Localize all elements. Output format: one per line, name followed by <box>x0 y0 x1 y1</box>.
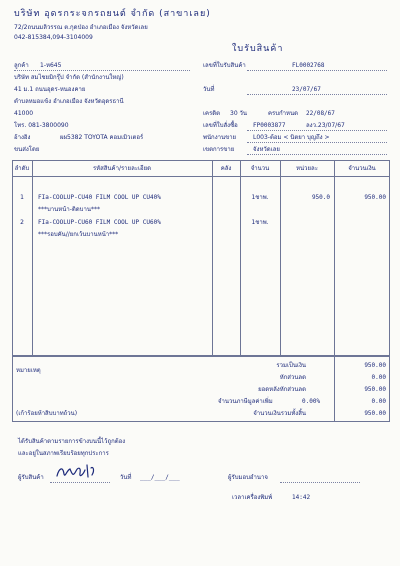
subtotal-value: 950.00 <box>364 362 386 369</box>
item-unit-price: 950.0 <box>311 194 330 201</box>
column-divider <box>240 160 241 356</box>
remark-label: หมายเหตุ <box>16 367 41 374</box>
doc-date-label: วันที่ <box>203 86 215 93</box>
credit-days: 30 วัน <box>230 110 248 117</box>
customer-name: บริษัท สมไชยมิกรุ๊ป จำกัด (สำนักงานใหญ่) <box>14 74 124 81</box>
item-note: ***รอบคัน//ยกเว้นบานหน้า*** <box>38 231 119 238</box>
separator <box>247 130 387 131</box>
discount-value: 0.00 <box>371 374 386 381</box>
company-name: บริษัท อุดรกระจกรถยนต์ จำกัด (สาขาเลย) <box>14 9 211 19</box>
column-divider <box>334 160 335 356</box>
customer-code-label: ลูกค้า <box>14 62 29 69</box>
column-header-quantity: จำนวน <box>250 165 270 172</box>
row-number: 2 <box>20 219 24 226</box>
signature-line <box>50 482 110 483</box>
customer-address-line1: 41 ม.1 ถนนอุดร-หนองคาย <box>14 86 86 93</box>
column-divider <box>280 160 281 356</box>
vat-rate: 0.00% <box>302 398 321 405</box>
column-divider <box>212 160 213 356</box>
print-time-label: เวลาเครื่องพิมพ์ <box>232 494 273 501</box>
credit-label: เครดิต <box>203 110 221 117</box>
column-header-unit-price: หน่วยละ <box>296 165 318 172</box>
doc-number-label: เลขที่ใบรับสินค้า <box>203 62 246 69</box>
invoice-date: ลงว.23/07/67 <box>306 122 345 129</box>
item-quantity: 1ชาพ. <box>251 194 269 201</box>
row-number: 1 <box>20 194 24 201</box>
after-discount-label: ยอดหลังหักส่วนลด <box>258 386 306 393</box>
discount-label: หักส่วนลด <box>279 374 306 381</box>
reference-label: อ้างอิง <box>14 134 31 141</box>
receive-date-blank: ___/___/___ <box>140 474 180 481</box>
invoice-label: เลขที่ใบสั่งซื้อ <box>203 122 238 129</box>
sales-label: พนักงานขาย <box>203 134 237 141</box>
doc-date: 23/07/67 <box>292 86 321 93</box>
item-quantity: 1ชาพ. <box>251 219 269 226</box>
item-description: FIa-COOLUP-CU40 FILM COOL UP CU40% <box>38 194 161 201</box>
customer-address-line2: ตำบลหมอแข้ง อำเภอเมือง จังหวัดอุดรธานี <box>14 98 124 105</box>
vat-label: จำนวนภาษีมูลค่าเพิ่ม <box>218 398 273 405</box>
sales-person: L003-ต้อม < นิตยา บุญถึง > <box>253 134 330 141</box>
receipt-note-line2: และอยู่ในสภาพเรียบร้อยทุกประการ <box>18 450 109 457</box>
item-note: ***บานหน้า-ติดบาน*** <box>38 206 100 213</box>
amount-in-words: (เก้าร้อยห้าสิบบาทถ้วน) <box>16 410 78 417</box>
company-address: 72/2ถนนมลิวรรณ ต.กุดป่อง อำเภอเมือง จังหวัดเลย <box>14 24 148 31</box>
item-description: FIa-COOLUP-CU60 FILM COOL UP CU60% <box>38 219 161 226</box>
column-header-no: ลำดับ <box>14 165 30 172</box>
grand-total-label: จำนวนเงินรวมทั้งสิ้น <box>253 410 306 417</box>
customer-code: 1-ห645 <box>40 62 62 69</box>
due-label: ครบกำหนด <box>268 110 298 117</box>
due-date: 22/08/67 <box>306 110 335 117</box>
vat-value: 0.00 <box>371 398 386 405</box>
separator <box>247 154 387 155</box>
receive-date-label: วันที่ <box>120 474 132 481</box>
column-divider <box>32 160 33 356</box>
shipping-label: ขนส่งโดย <box>14 146 40 153</box>
customer-zip: 41000 <box>14 110 34 117</box>
after-discount-value: 950.00 <box>364 386 386 393</box>
receiver-signature <box>54 462 98 482</box>
print-time: 14:42 <box>292 494 311 501</box>
column-header-warehouse: คลัง <box>220 165 232 172</box>
subtotal-label: รวมเป็นเงิน <box>276 362 306 369</box>
company-phone: 042-815384,094-3104009 <box>14 34 93 41</box>
doc-number: FL0002768 <box>292 62 325 69</box>
receipt-note-line1: ได้รับสินค้าตามรายการข้างบนนี้ไว้ถูกต้อง <box>18 438 126 445</box>
branch-value: จังหวัดเลย <box>253 146 280 153</box>
document-title: ใบรับสินค้า <box>232 44 284 54</box>
column-header-amount: จำนวนเงิน <box>348 165 376 172</box>
column-header-description: รหัสสินค้า/รายละเอียด <box>92 165 152 172</box>
separator <box>247 142 387 143</box>
signature-line <box>280 482 360 483</box>
separator <box>247 70 387 71</box>
branch-label: เขตการขาย <box>203 146 235 153</box>
authorized-label: ผู้รับมอบอำนาจ <box>228 474 268 481</box>
separator <box>14 70 190 71</box>
customer-phone: โทร. 081-3800090 <box>14 122 69 129</box>
receiver-label: ผู้รับสินค้า <box>18 474 44 481</box>
separator <box>247 94 387 95</box>
reference-value: ผผ5382 TOYOTA คอมเมิวเตอร์ <box>60 134 144 141</box>
item-amount: 950.00 <box>364 194 386 201</box>
invoice-number: FP0003877 <box>253 122 286 129</box>
grand-total-value: 950.00 <box>364 410 386 417</box>
